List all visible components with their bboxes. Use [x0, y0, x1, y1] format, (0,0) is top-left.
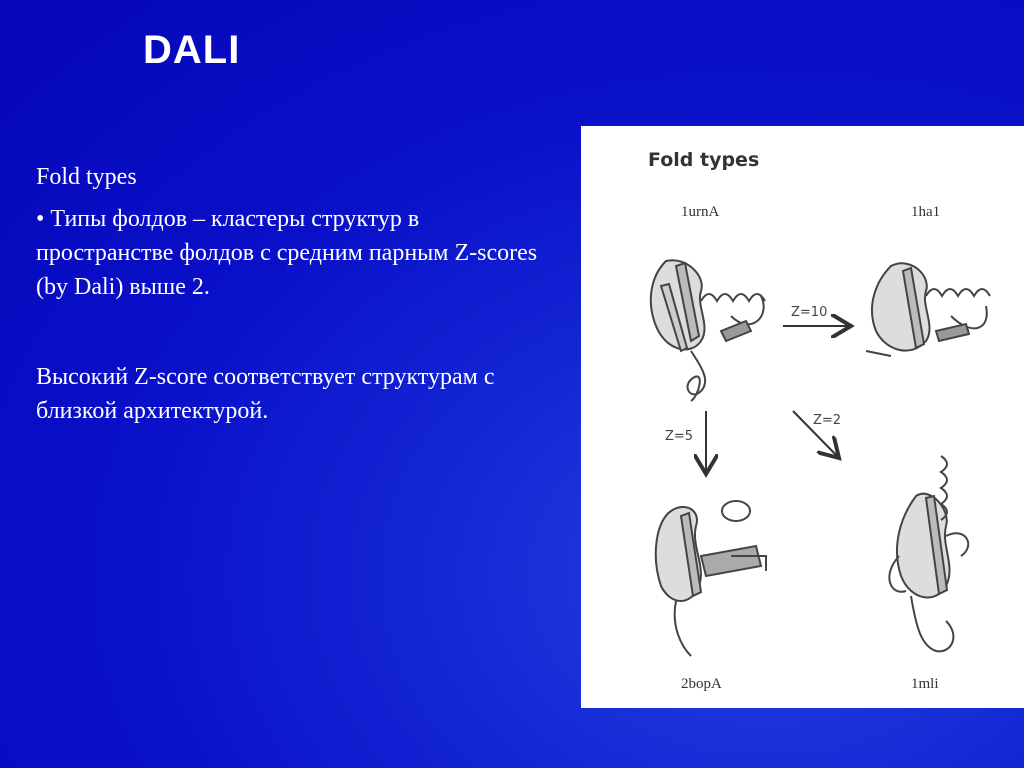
- structure-2bopA-image: [656, 501, 766, 656]
- arrow-diagonal: [793, 411, 841, 458]
- structure-1mli-image: [889, 456, 968, 651]
- label-1mli: 1mli: [911, 676, 939, 692]
- structure-1ha1-image: [866, 263, 990, 356]
- label-2bopA: 2bopA: [681, 676, 722, 692]
- slide-body: [36, 160, 556, 428]
- z-score-right: Z=10: [791, 305, 828, 320]
- arrow-right: [783, 305, 851, 326]
- z-score-diagonal: Z=2: [813, 413, 842, 428]
- fold-types-figure: [581, 126, 1024, 708]
- slide-subtitle: Fold types: [36, 164, 137, 190]
- z-score-down: Z=5: [665, 429, 694, 444]
- paragraph-text: Высокий Z-score соответствует структурам с близкой архитектурой.: [36, 364, 495, 424]
- arrow-down: [665, 411, 706, 474]
- structure-1urnA-image: [651, 260, 765, 401]
- bullet-text: • Типы фолдов – кластеры структур в пространстве фолдов с средним парным Z-scores (by Dali) выше 2.: [36, 206, 538, 300]
- slide-title: DALI: [143, 28, 241, 72]
- figure-heading: Fold types: [648, 149, 760, 171]
- fold-types-diagram: [581, 126, 1024, 708]
- label-1ha1: 1ha1: [911, 204, 941, 220]
- label-1urnA: 1urnA: [681, 204, 720, 220]
